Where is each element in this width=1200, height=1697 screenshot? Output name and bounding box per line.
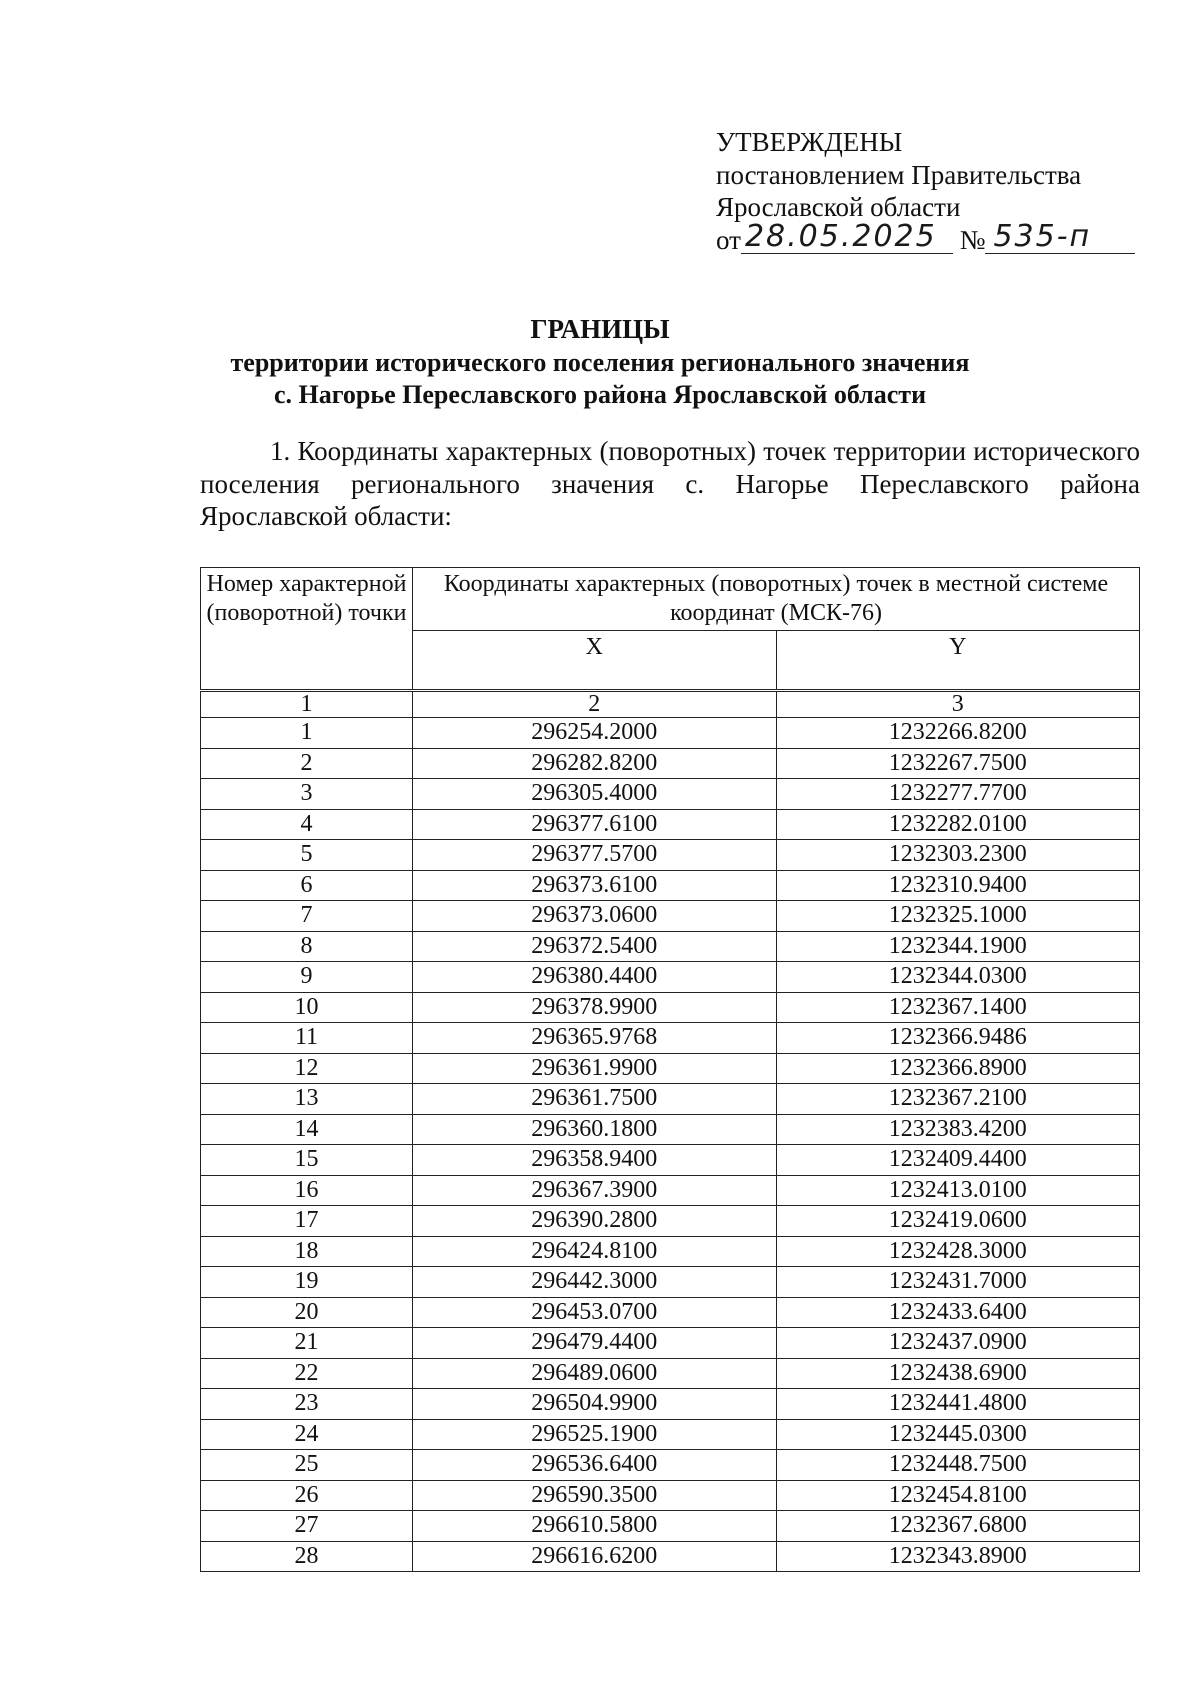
point-number-cell: 9 — [201, 962, 413, 993]
point-number-cell: 27 — [201, 1511, 413, 1542]
table-row — [201, 779, 1140, 810]
y-coordinate-cell: 1232277.7700 — [776, 779, 1140, 810]
column-index-cell: 1 — [201, 691, 413, 718]
x-coordinate-cell: 296380.4400 — [413, 962, 777, 993]
x-coordinate-cell: 296453.0700 — [413, 1297, 777, 1328]
approval-heading: УТВЕРЖДЕНЫ — [716, 127, 903, 157]
table-row — [201, 901, 1140, 932]
x-coordinate-cell: 296373.0600 — [413, 901, 777, 932]
y-coordinate-cell: 1232419.0600 — [776, 1206, 1140, 1237]
table-row — [201, 1206, 1140, 1237]
y-coordinate-cell: 1232267.7500 — [776, 748, 1140, 779]
x-coordinate-cell: 296504.9900 — [413, 1389, 777, 1420]
x-coordinate-cell: 296536.6400 — [413, 1450, 777, 1481]
y-coordinate-cell: 1232344.1900 — [776, 931, 1140, 962]
table-row — [201, 992, 1140, 1023]
table-row — [201, 1236, 1140, 1267]
table-row — [201, 931, 1140, 962]
x-coordinate-cell: 296424.8100 — [413, 1236, 777, 1267]
point-number-cell: 7 — [201, 901, 413, 932]
table-row — [201, 809, 1140, 840]
x-coordinate-cell: 296378.9900 — [413, 992, 777, 1023]
table-row — [201, 962, 1140, 993]
table-row — [201, 1175, 1140, 1206]
point-number-cell: 28 — [201, 1541, 413, 1572]
table-row — [201, 1328, 1140, 1359]
table-row — [201, 718, 1140, 749]
table-row — [201, 1480, 1140, 1511]
point-number-cell: 23 — [201, 1389, 413, 1420]
table-row — [201, 1358, 1140, 1389]
document-subtitle-line-2: с. Нагорье Переславского района Ярославской области — [273, 380, 927, 409]
point-number-cell: 2 — [201, 748, 413, 779]
y-coordinate-cell: 1232438.6900 — [776, 1358, 1140, 1389]
document-subtitle-line-1: территории исторического поселения регионального значения — [230, 348, 970, 377]
y-coordinate-cell: 1232448.7500 — [776, 1450, 1140, 1481]
table-row — [201, 1511, 1140, 1542]
point-number-cell: 12 — [201, 1053, 413, 1084]
date-prefix: от — [716, 224, 741, 255]
y-coordinate-cell: 1232282.0100 — [776, 809, 1140, 840]
point-number-cell: 20 — [201, 1297, 413, 1328]
approval-block — [716, 126, 1135, 256]
point-number-cell: 17 — [201, 1206, 413, 1237]
number-prefix: № — [959, 224, 986, 255]
table-row — [201, 1419, 1140, 1450]
x-coordinate-cell: 296358.9400 — [413, 1145, 777, 1176]
table-row — [201, 1023, 1140, 1054]
table-row — [201, 1297, 1140, 1328]
number-field — [985, 218, 1135, 257]
y-coordinate-cell: 1232383.4200 — [776, 1114, 1140, 1145]
table-row — [201, 1084, 1140, 1115]
point-number-cell: 6 — [201, 870, 413, 901]
table-row — [201, 748, 1140, 779]
document-title: ГРАНИЦЫ — [530, 314, 670, 344]
x-coordinate-cell: 296479.4400 — [413, 1328, 777, 1359]
y-coordinate-cell: 1232431.7000 — [776, 1267, 1140, 1298]
column-index-row — [201, 691, 1140, 718]
y-coordinate-cell: 1232413.0100 — [776, 1175, 1140, 1206]
x-coordinate-cell: 296361.9900 — [413, 1053, 777, 1084]
handwritten-number: 535-п — [993, 218, 1092, 254]
y-coordinate-cell: 1232428.3000 — [776, 1236, 1140, 1267]
point-number-cell: 24 — [201, 1419, 413, 1450]
point-number-cell: 14 — [201, 1114, 413, 1145]
table-row — [201, 840, 1140, 871]
y-coordinate-cell: 1232303.2300 — [776, 840, 1140, 871]
y-coordinate-cell: 1232367.2100 — [776, 1084, 1140, 1115]
approval-date-number-line — [716, 218, 1135, 257]
y-coordinate-cell: 1232366.9486 — [776, 1023, 1140, 1054]
point-number-cell: 13 — [201, 1084, 413, 1115]
x-coordinate-cell: 296365.9768 — [413, 1023, 777, 1054]
point-number-cell: 22 — [201, 1358, 413, 1389]
x-coordinate-cell: 296610.5800 — [413, 1511, 777, 1542]
x-coordinate-cell: 296367.3900 — [413, 1175, 777, 1206]
point-number-cell: 25 — [201, 1450, 413, 1481]
point-number-cell: 15 — [201, 1145, 413, 1176]
point-number-cell: 1 — [201, 718, 413, 749]
table-row — [201, 1389, 1140, 1420]
x-coordinate-cell: 296361.7500 — [413, 1084, 777, 1115]
table-row — [201, 1541, 1140, 1572]
x-coordinate-cell: 296525.1900 — [413, 1419, 777, 1450]
y-coordinate-cell: 1232454.8100 — [776, 1480, 1140, 1511]
x-coordinate-cell: 296372.5400 — [413, 931, 777, 962]
x-coordinate-cell: 296616.6200 — [413, 1541, 777, 1572]
table-row — [201, 1053, 1140, 1084]
y-coordinate-cell: 1232441.4800 — [776, 1389, 1140, 1420]
column-index-cell: 2 — [413, 691, 777, 718]
table-row — [201, 1145, 1140, 1176]
point-number-cell: 10 — [201, 992, 413, 1023]
y-coordinate-cell: 1232437.0900 — [776, 1328, 1140, 1359]
table-row — [201, 1114, 1140, 1145]
x-coordinate-cell: 296377.5700 — [413, 840, 777, 871]
x-coordinate-cell: 296590.3500 — [413, 1480, 777, 1511]
y-coordinate-cell: 1232266.8200 — [776, 718, 1140, 749]
point-number-cell: 19 — [201, 1267, 413, 1298]
point-number-cell: 21 — [201, 1328, 413, 1359]
header-point-number: Номер характерной (поворотной) точки — [201, 568, 413, 691]
table-row — [201, 1267, 1140, 1298]
approval-resolution-line: постановлением Правительства — [716, 159, 1082, 190]
y-coordinate-cell: 1232445.0300 — [776, 1419, 1140, 1450]
point-number-cell: 5 — [201, 840, 413, 871]
point-number-cell: 18 — [201, 1236, 413, 1267]
header-y: Y — [776, 631, 1140, 691]
point-number-cell: 4 — [201, 809, 413, 840]
y-coordinate-cell: 1232367.1400 — [776, 992, 1140, 1023]
y-coordinate-cell: 1232343.8900 — [776, 1541, 1140, 1572]
header-x: X — [413, 631, 777, 691]
y-coordinate-cell: 1232344.0300 — [776, 962, 1140, 993]
intro-paragraph: 1. Координаты характерных (поворотных) точек территории исторического поселения регионального значения с. Нагорье Переславского района Ярославской области: — [200, 436, 1140, 531]
y-coordinate-cell: 1232409.4400 — [776, 1145, 1140, 1176]
point-number-cell: 16 — [201, 1175, 413, 1206]
x-coordinate-cell: 296442.3000 — [413, 1267, 777, 1298]
y-coordinate-cell: 1232366.8900 — [776, 1053, 1140, 1084]
x-coordinate-cell: 296390.2800 — [413, 1206, 777, 1237]
date-field — [741, 218, 953, 257]
column-index-cell: 3 — [776, 691, 1140, 718]
y-coordinate-cell: 1232433.6400 — [776, 1297, 1140, 1328]
table-row — [201, 1450, 1140, 1481]
x-coordinate-cell: 296254.2000 — [413, 718, 777, 749]
x-coordinate-cell: 296360.1800 — [413, 1114, 777, 1145]
handwritten-date: 28.05.2025 — [744, 218, 937, 254]
header-coordinates: Координаты характерных (поворотных) точек в местной системе координат (МСК-76) — [413, 568, 1140, 631]
point-number-cell: 3 — [201, 779, 413, 810]
x-coordinate-cell: 296377.6100 — [413, 809, 777, 840]
x-coordinate-cell: 296489.0600 — [413, 1358, 777, 1389]
approval-region-line: Ярославской области — [716, 192, 961, 222]
y-coordinate-cell: 1232325.1000 — [776, 901, 1140, 932]
point-number-cell: 11 — [201, 1023, 413, 1054]
table-row — [201, 870, 1140, 901]
x-coordinate-cell: 296373.6100 — [413, 870, 777, 901]
x-coordinate-cell: 296305.4000 — [413, 779, 777, 810]
y-coordinate-cell: 1232367.6800 — [776, 1511, 1140, 1542]
x-coordinate-cell: 296282.8200 — [413, 748, 777, 779]
point-number-cell: 26 — [201, 1480, 413, 1511]
y-coordinate-cell: 1232310.9400 — [776, 870, 1140, 901]
coordinates-table — [200, 567, 1140, 1572]
point-number-cell: 8 — [201, 931, 413, 962]
